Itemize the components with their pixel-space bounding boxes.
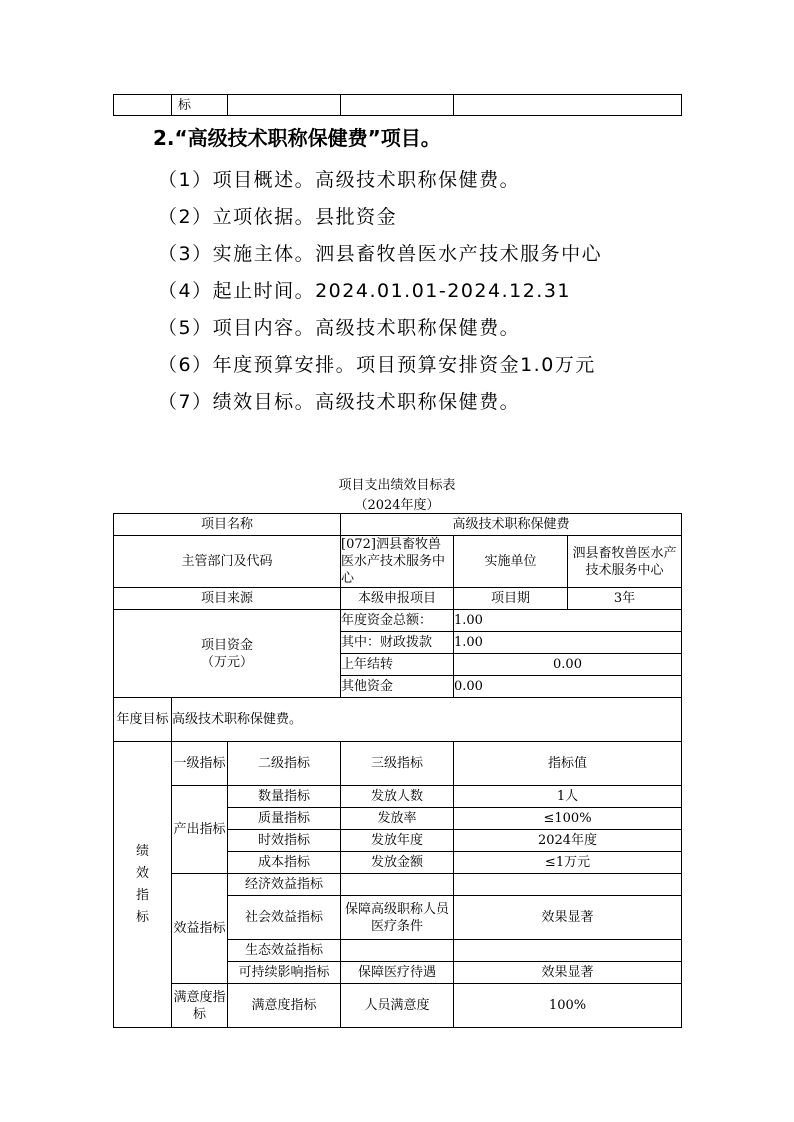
paragraph: （3）实施主体。泗县畜牧兽医水产技术服务中心 [158, 243, 603, 265]
dept-value: [072]泗县畜牧兽医水产技术服务中心 [341, 536, 454, 588]
fund-label: 其中：财政拨款 [341, 632, 454, 654]
fund-value: 1.00 [454, 610, 682, 632]
value-cell [454, 874, 682, 896]
paragraph: （1）项目概述。高级技术职称保健费。 [158, 169, 521, 191]
table-row [114, 698, 682, 742]
annual-goal-label: 年度目标 [114, 698, 172, 742]
source-value: 本级申报项目 [341, 588, 454, 610]
section-heading: 2.“高级技术职称保健费”项目。 [153, 126, 441, 150]
l3-cell: 发放金额 [341, 852, 454, 874]
table-row [114, 874, 682, 896]
source-label: 项目来源 [114, 588, 341, 610]
performance-table [113, 513, 682, 1028]
impl-value: 泗县畜牧兽医水产技术服务中心 [568, 536, 682, 588]
table-title: 项目支出绩效目标表 [338, 478, 456, 493]
paragraph: （4）起止时间。2024.01.01-2024.12.31 [158, 280, 572, 302]
period-label: 项目期 [454, 588, 568, 610]
period-value: 3年 [568, 588, 682, 610]
value-cell: 2024年度 [454, 830, 682, 852]
fund-label: 年度资金总额： [341, 610, 454, 632]
table-row [114, 610, 682, 632]
l2-cell: 质量指标 [228, 808, 341, 830]
value-cell [454, 940, 682, 962]
table-row [114, 984, 682, 1028]
fund-label: 上年结转 [341, 654, 454, 676]
fund-label: 其他资金 [341, 676, 454, 698]
l2-cell: 时效指标 [228, 830, 341, 852]
fund-value: 0.00 [454, 654, 682, 676]
output-label: 产出指标 [172, 786, 228, 874]
l3-cell: 发放年度 [341, 830, 454, 852]
table-row [114, 514, 682, 536]
header-level3: 三级指标 [341, 742, 454, 786]
impl-label: 实施单位 [454, 536, 568, 588]
fund-value: 0.00 [454, 676, 682, 698]
table-row [114, 742, 682, 786]
l2-cell: 经济效益指标 [228, 874, 341, 896]
value-cell: ≤100% [454, 808, 682, 830]
l3-cell: 人员满意度 [341, 984, 454, 1028]
table-subtitle: （2024年度） [354, 498, 440, 513]
dept-label: 主管部门及代码 [114, 536, 341, 588]
table-row [114, 588, 682, 610]
value-cell: 效果显著 [454, 962, 682, 984]
paragraph: （6）年度预算安排。项目预算安排资金1.0万元 [158, 354, 596, 376]
header-value: 指标值 [454, 742, 682, 786]
l3-cell [341, 874, 454, 896]
table-row [114, 536, 682, 588]
table-cell: 标 [172, 95, 228, 116]
satisfaction-label: 满意度指标 [172, 984, 228, 1028]
benefit-label: 效益指标 [172, 874, 228, 984]
previous-table-fragment [113, 94, 682, 116]
value-cell: 效果显著 [454, 896, 682, 940]
perf-label: 绩效指标 [114, 742, 172, 1028]
l3-cell: 保障高级职称人员医疗条件 [341, 896, 454, 940]
annual-goal: 高级技术职称保健费。 [172, 698, 682, 742]
header-level2: 二级指标 [228, 742, 341, 786]
l2-cell: 成本指标 [228, 852, 341, 874]
l3-cell: 保障医疗待遇 [341, 962, 454, 984]
value-cell: 100% [454, 984, 682, 1028]
table-row [114, 95, 682, 116]
paragraph: （2）立项依据。县批资金 [158, 206, 398, 228]
project-name: 高级技术职称保健费 [341, 514, 682, 536]
l2-cell: 数量指标 [228, 786, 341, 808]
fund-value: 1.00 [454, 632, 682, 654]
l3-cell: 发放人数 [341, 786, 454, 808]
l3-cell [341, 940, 454, 962]
paragraph: （5）项目内容。高级技术职称保健费。 [158, 317, 521, 339]
project-name-label: 项目名称 [114, 514, 341, 536]
l2-cell: 生态效益指标 [228, 940, 341, 962]
l2-cell: 可持续影响指标 [228, 962, 341, 984]
paragraph: （7）绩效目标。高级技术职称保健费。 [158, 391, 521, 413]
value-cell: 1人 [454, 786, 682, 808]
l2-cell: 社会效益指标 [228, 896, 341, 940]
l3-cell: 发放率 [341, 808, 454, 830]
header-level1: 一级指标 [172, 742, 228, 786]
funds-label: 项目资金 （万元） [114, 610, 341, 698]
value-cell: ≤1万元 [454, 852, 682, 874]
l2-cell: 满意度指标 [228, 984, 341, 1028]
table-row [114, 786, 682, 808]
